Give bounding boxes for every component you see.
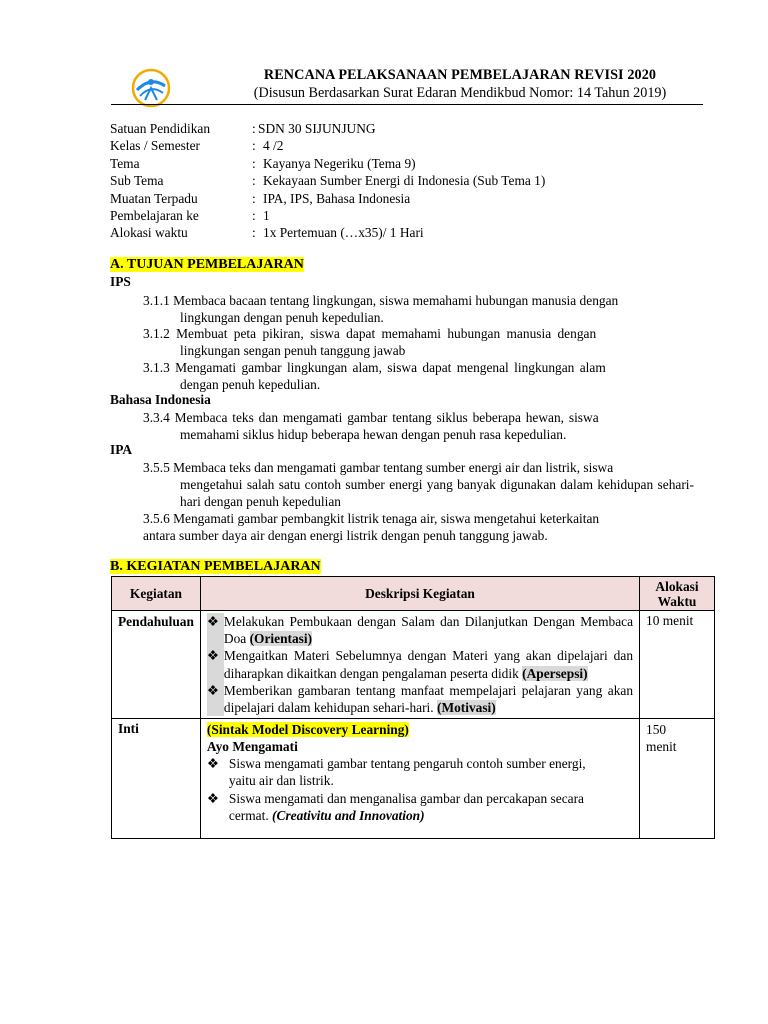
row-time: 10 menit — [640, 611, 715, 719]
objective-text: Membuat peta pikiran, siswa dapat memahami hubungan manusia dengan — [169, 326, 597, 341]
section-b-heading — [110, 559, 321, 575]
objective-text-cont: lingkungan sengan penuh tanggung jawab — [180, 343, 406, 358]
objective-number: 3.1.2 — [143, 326, 170, 341]
diamond-bullet-icon: ❖ — [207, 613, 224, 647]
diamond-bullet-icon: ❖ — [206, 790, 219, 806]
objective-text-cont: dengan penuh kepedulian. — [180, 377, 321, 392]
list-item — [207, 682, 633, 716]
info-label: Satuan Pendidikan — [110, 121, 211, 136]
item-tag: (Orientasi) — [249, 631, 313, 647]
objective-number: 3.5.5 — [143, 460, 170, 475]
objective-number: 3.1.3 — [143, 360, 170, 375]
list-item — [207, 613, 633, 647]
item-tag: (Creativitu and Innovation) — [272, 807, 425, 823]
table-row-inti — [112, 719, 715, 839]
info-value: Kekayaan Sumber Energi di Indonesia (Sub Tema 1) — [263, 173, 546, 189]
objective-item — [143, 292, 694, 326]
info-colon: : — [252, 138, 256, 154]
info-value: 1x Pertemuan (…x35)/ 1 Hari — [263, 225, 424, 241]
document-subtitle: (Disusun Berdasarkan Surat Edaran Mendikbud Nomor: 14 Tahun 2019) — [253, 85, 667, 101]
info-value: SDN 30 SIJUNJUNG — [258, 121, 376, 136]
objective-item — [143, 325, 694, 359]
info-value: Kayanya Negeriku (Tema 9) — [263, 155, 416, 171]
bahasa-indonesia-label: Bahasa Indonesia — [110, 392, 211, 407]
item-text: Siswa mengamati gambar tentang pengaruh contoh sumber energi, yaitu air dan listrik. — [228, 756, 586, 789]
objective-text-cont: lingkungan dengan penuh kepedulian. — [180, 310, 384, 325]
ipa-label: IPA — [110, 442, 133, 457]
item-text: Melakukan Pembukaan dengan Salam dan Dilanjutkan Dengan Membaca Doa — [223, 614, 634, 647]
objective-text-cont: antara sumber daya air dengan energi listrik dengan penuh tanggung jawab. — [143, 528, 548, 543]
diamond-bullet-icon: ❖ — [207, 647, 224, 681]
item-text: Mengaitkan Materi Sebelumnya dengan Materi yang akan dipelajari dan diharapkan dikaitkan dengan pengalaman peserta didik — [223, 648, 634, 681]
info-colon: : — [252, 225, 256, 241]
objective-text-cont: mengetahui salah satu contoh sumber energi yang banyak digunakan dalam kehidupan sehari-hari dengan penuh kepedulian — [180, 477, 694, 509]
section-a-heading-text: A. TUJUAN PEMBELAJARAN — [110, 257, 304, 272]
model-label: (Sintak Model Discovery Learning) — [206, 722, 409, 738]
school-logo-icon — [131, 68, 171, 108]
objective-number: 3.3.4 — [143, 410, 170, 425]
item-tag: (Motivasi) — [436, 700, 496, 716]
header-alokasi: Alokasi Waktu — [640, 577, 715, 611]
objective-text: Mengamati gambar lingkungan alam, siswa dapat mengenal lingkungan alam — [169, 360, 606, 375]
item-text: Memberikan gambaran tentang manfaat mempelajari pelajaran yang akan dipelajari dalam kehidupan sehari-hari. — [223, 682, 634, 716]
objective-text-cont: memahami siklus hidup beberapa hewan dengan penuh rasa kepedulian. — [180, 427, 567, 442]
table-header-row — [112, 577, 715, 611]
diamond-bullet-icon: ❖ — [207, 682, 224, 716]
info-value: 1 — [263, 207, 270, 223]
info-colon: : — [252, 121, 256, 136]
info-label: Muatan Terpadu — [110, 190, 198, 206]
diamond-bullet-icon: ❖ — [206, 756, 219, 772]
list-item — [207, 755, 633, 789]
info-colon: : — [252, 207, 256, 223]
objective-number: 3.1.1 — [143, 293, 170, 308]
ips-label: IPS — [110, 274, 131, 289]
objective-item — [143, 510, 694, 544]
info-colon: : — [252, 173, 256, 189]
info-value: 4 /2 — [263, 138, 284, 154]
activity-subhead: Ayo Mengamati — [206, 739, 298, 755]
activity-table — [111, 576, 715, 839]
table-row-pendahuluan — [112, 611, 715, 719]
objective-item — [143, 409, 694, 443]
row-description — [200, 611, 639, 719]
info-label: Sub Tema — [110, 173, 164, 189]
row-time: 150 menit — [640, 719, 715, 839]
info-label: Tema — [110, 155, 140, 171]
item-tag: (Apersepsi) — [522, 665, 588, 681]
row-description — [200, 719, 639, 839]
objective-text: Membaca bacaan tentang lingkungan, siswa memahami hubungan manusia dengan — [169, 293, 619, 308]
objective-text: Membaca teks dan mengamati gambar tentang siklus beberapa hewan, siswa — [169, 410, 599, 425]
objective-number: 3.5.6 — [143, 511, 170, 526]
header-deskripsi: Deskripsi Kegiatan — [200, 577, 639, 611]
objective-text: Membaca teks dan mengamati gambar tentang sumber energi air dan listrik, siswa — [169, 460, 614, 475]
header-divider — [111, 104, 703, 105]
row-label: Pendahuluan — [112, 611, 201, 719]
info-colon: : — [252, 155, 256, 171]
info-colon: : — [252, 190, 256, 206]
document-title: RENCANA PELAKSANAAN PEMBELAJARAN REVISI 2020 — [263, 67, 657, 83]
objective-item — [143, 459, 694, 510]
header-kegiatan: Kegiatan — [112, 577, 201, 611]
info-label: Pembelajaran ke — [110, 207, 199, 223]
info-label: Alokasi waktu — [110, 225, 188, 241]
info-value: IPA, IPS, Bahasa Indonesia — [263, 190, 411, 206]
row-label: Inti — [112, 719, 201, 839]
list-item — [207, 647, 633, 681]
objective-item — [143, 359, 694, 393]
objective-text: Mengamati gambar pembangkit listrik tenaga air, siswa mengetahui keterkaitan — [169, 511, 600, 526]
section-b-heading-text: B. KEGIATAN PEMBELAJARAN — [110, 559, 321, 574]
list-item — [207, 790, 633, 824]
info-label: Kelas / Semester — [110, 138, 200, 154]
section-a-heading — [110, 257, 304, 273]
item-text: Siswa mengamati dan menganalisa gambar dan percakapan secara cermat. — [228, 790, 584, 823]
